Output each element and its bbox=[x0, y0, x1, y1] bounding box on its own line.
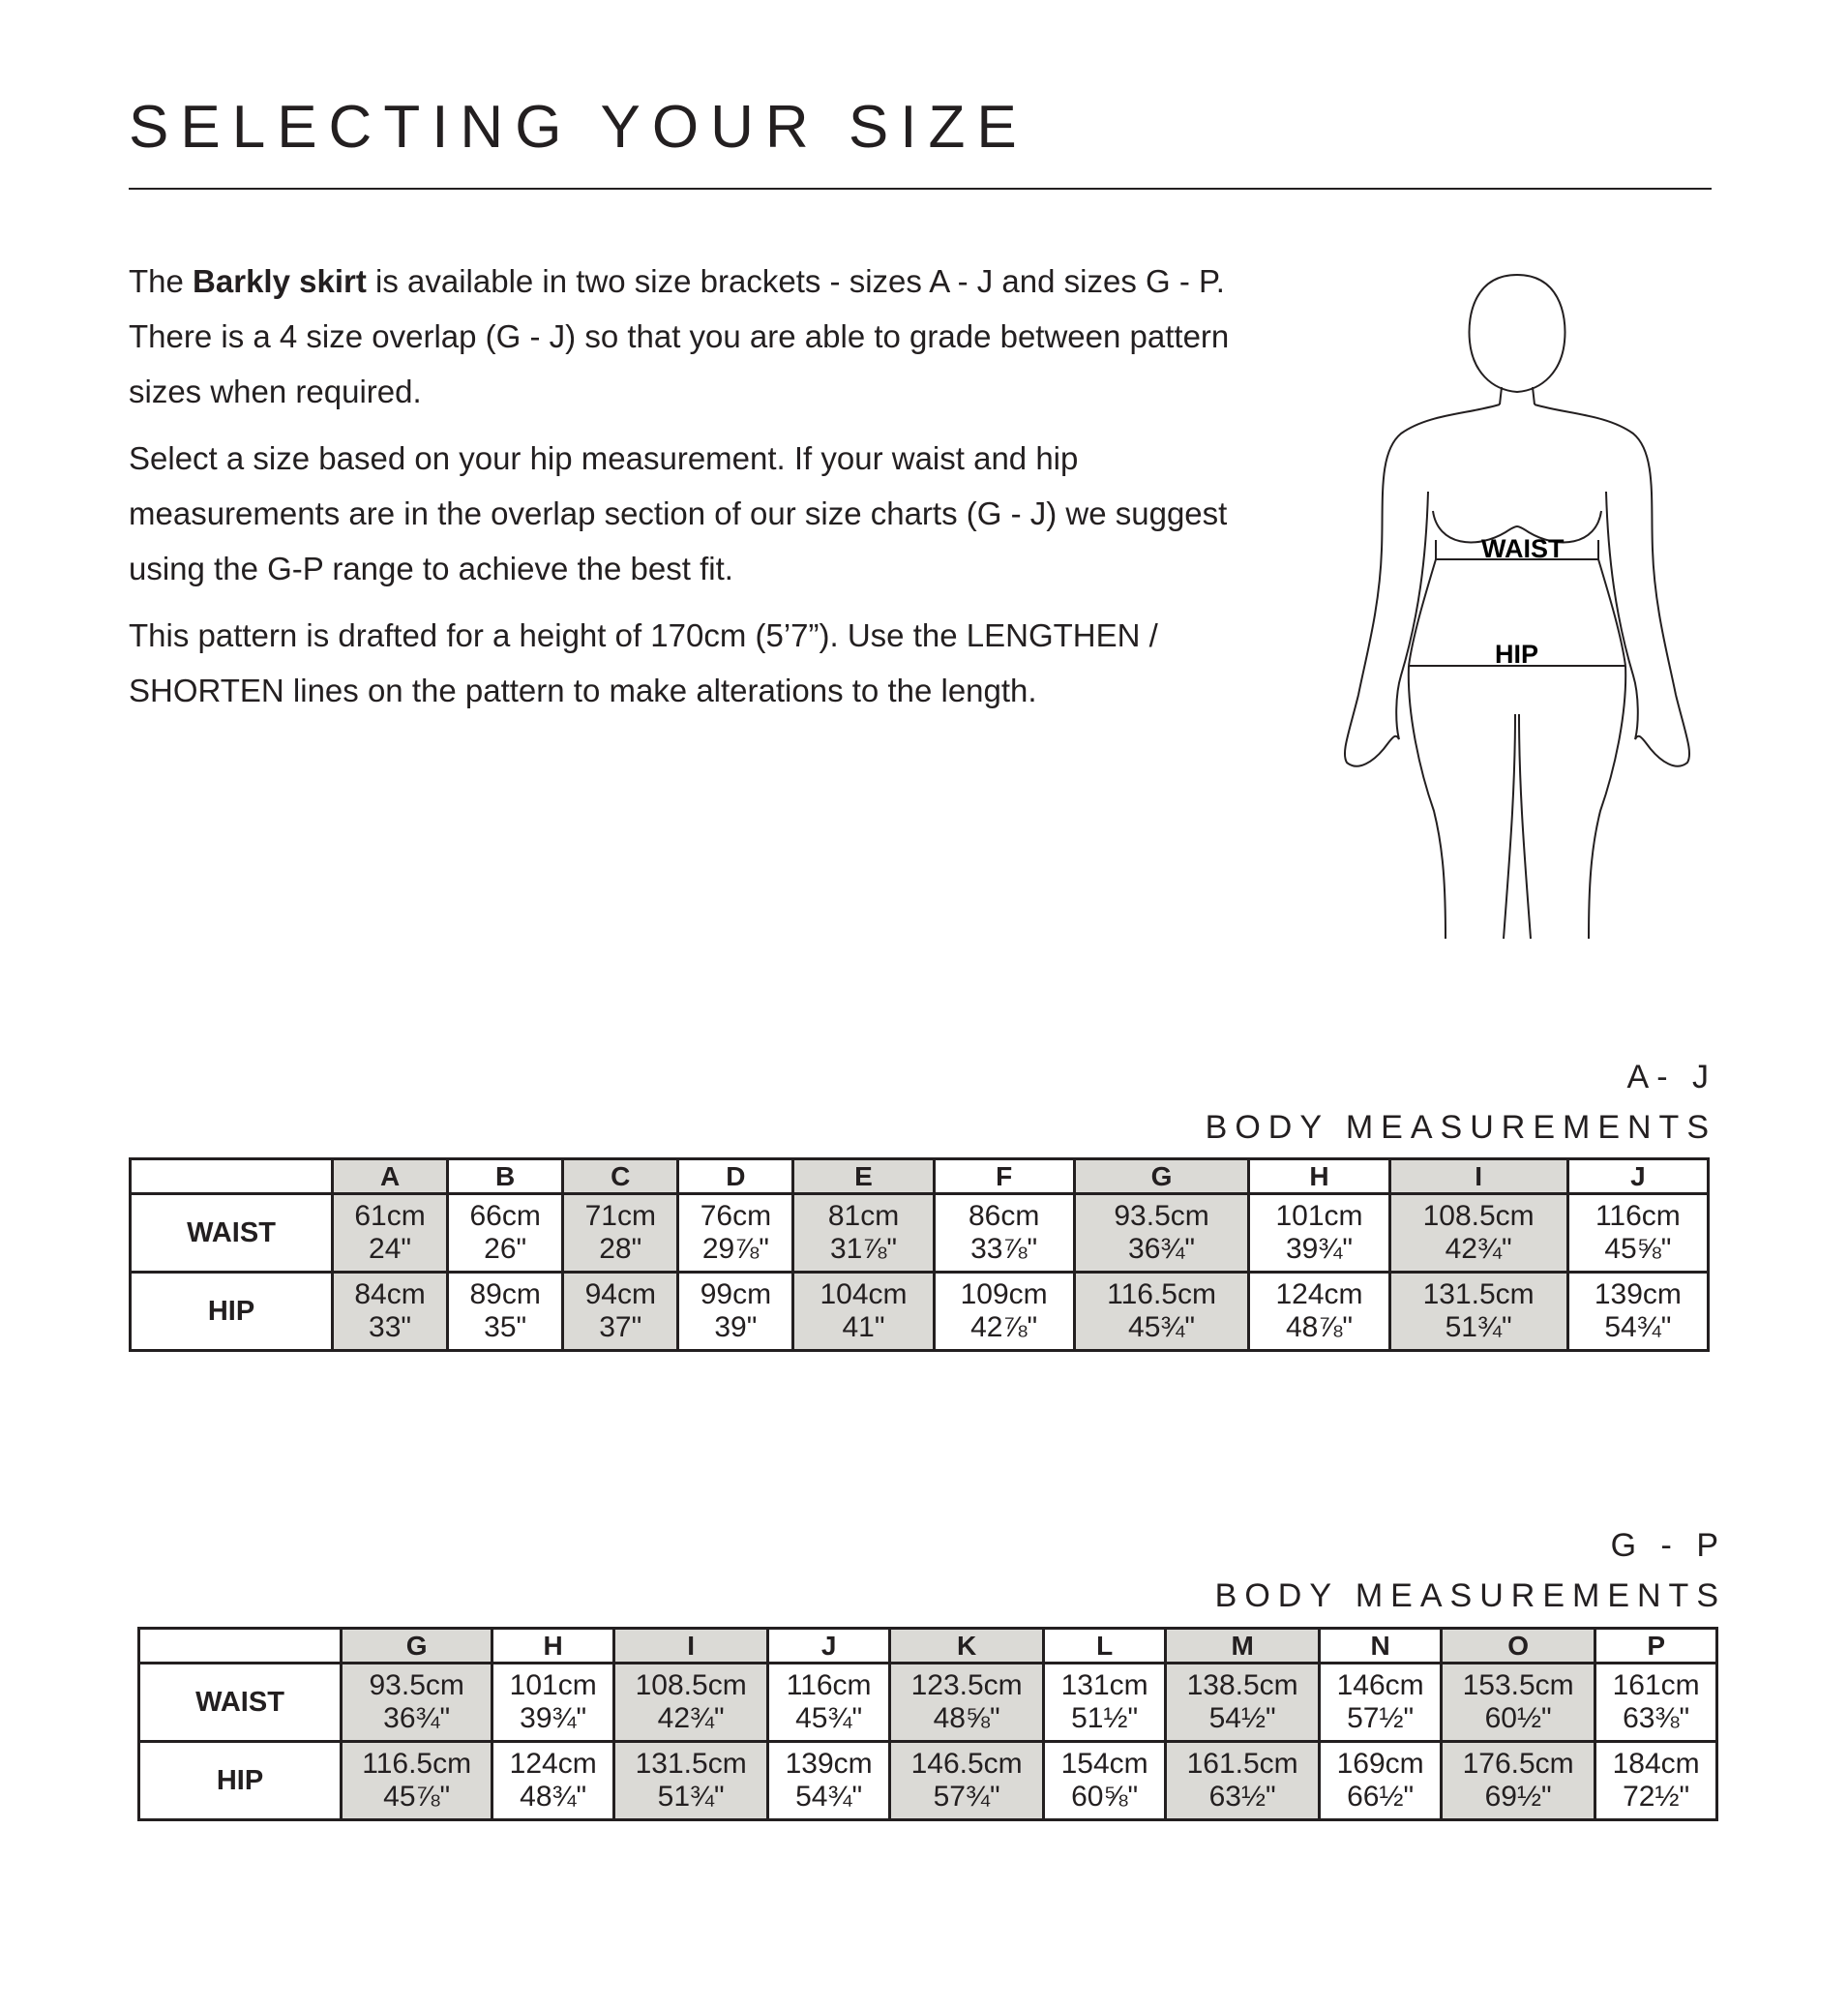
measurement-cell bbox=[678, 1273, 793, 1351]
measurement-cell bbox=[333, 1273, 448, 1351]
measurement-cell bbox=[613, 1664, 767, 1742]
measurement-cell bbox=[1595, 1742, 1717, 1820]
measurement-inches: 51¾" bbox=[657, 1781, 725, 1813]
size-header-row bbox=[139, 1629, 1717, 1664]
size-header-cell: J bbox=[768, 1629, 890, 1664]
measurement-cell bbox=[678, 1194, 793, 1273]
measurement-inches: 69½" bbox=[1484, 1781, 1552, 1813]
measurement-inches: 42⅞" bbox=[970, 1311, 1038, 1343]
measurement-cell bbox=[1320, 1742, 1442, 1820]
measurement-cm: 89cm bbox=[469, 1278, 541, 1310]
intro-paragraph-3: This pattern is drafted for a height of 170cm (5’7”). Use the LENGTHEN / SHORTEN lines on the pattern to make alterations to the length. bbox=[129, 617, 1158, 708]
measurement-inches: 37" bbox=[599, 1311, 642, 1343]
measurement-inches: 54½" bbox=[1208, 1702, 1276, 1734]
measurement-cell bbox=[768, 1742, 890, 1820]
measurement-inches: 41" bbox=[842, 1311, 885, 1343]
measurement-inches: 36¾" bbox=[383, 1702, 451, 1734]
measurement-cm: 108.5cm bbox=[635, 1669, 747, 1701]
measurement-cell bbox=[1441, 1664, 1595, 1742]
measurement-cm: 131cm bbox=[1060, 1669, 1148, 1701]
measurement-cm: 94cm bbox=[584, 1278, 656, 1310]
size-range-heading-g-p bbox=[1215, 1520, 1726, 1621]
row-label: WAIST bbox=[139, 1664, 342, 1742]
size-range-heading-a-j bbox=[1206, 1052, 1716, 1153]
measurement-cm: 138.5cm bbox=[1186, 1669, 1298, 1701]
measurement-cm: 76cm bbox=[700, 1200, 772, 1232]
measurement-inches: 60½" bbox=[1484, 1702, 1552, 1734]
measurement-cm: 124cm bbox=[1275, 1278, 1363, 1310]
waist-label: WAIST bbox=[1481, 534, 1565, 563]
measurement-inches: 39¾" bbox=[520, 1702, 587, 1734]
measurement-cm: 116.5cm bbox=[362, 1748, 472, 1780]
intro-text bbox=[129, 254, 1280, 730]
measurement-cm: 108.5cm bbox=[1422, 1200, 1535, 1232]
intro-paragraph-1: The Barkly skirt is available in two size brackets - sizes A - J and sizes G - P. There is a 4 size overlap (G - J) so that you are able to grade between pattern sizes when required. bbox=[129, 263, 1230, 409]
measurement-cm: 86cm bbox=[968, 1200, 1040, 1232]
measurement-cell bbox=[1074, 1194, 1249, 1273]
measurement-cell bbox=[1567, 1273, 1708, 1351]
measurement-cell bbox=[1165, 1664, 1319, 1742]
measurement-cell bbox=[1389, 1273, 1567, 1351]
measurement-cm: 161.5cm bbox=[1186, 1748, 1298, 1780]
measurement-inches: 45⅞" bbox=[383, 1781, 451, 1813]
measurement-inches: 24" bbox=[369, 1233, 412, 1265]
measurement-cm: 184cm bbox=[1612, 1748, 1700, 1780]
size-header-cell: A bbox=[333, 1159, 448, 1194]
size-header-cell: E bbox=[793, 1159, 934, 1194]
measurement-inches: 26" bbox=[484, 1233, 527, 1265]
table-row bbox=[131, 1194, 1709, 1273]
measurement-inches: 39" bbox=[714, 1311, 758, 1343]
size-range: G - P bbox=[1610, 1527, 1726, 1564]
size-header-cell: C bbox=[563, 1159, 678, 1194]
size-header-cell: P bbox=[1595, 1629, 1717, 1664]
measurement-cm: 131.5cm bbox=[1422, 1278, 1535, 1310]
measurement-cell bbox=[342, 1664, 492, 1742]
measurement-cell bbox=[1165, 1742, 1319, 1820]
measurement-inches: 72½" bbox=[1623, 1781, 1690, 1813]
measurement-cell bbox=[492, 1742, 614, 1820]
measurement-cm: 123.5cm bbox=[910, 1669, 1023, 1701]
measurement-cm: 93.5cm bbox=[1114, 1200, 1209, 1232]
measurement-inches: 35" bbox=[484, 1311, 527, 1343]
size-chart-a-j bbox=[129, 1157, 1710, 1352]
measurement-cm: 101cm bbox=[1275, 1200, 1363, 1232]
intro-paragraph-2: Select a size based on your hip measurement. If your waist and hip measurements are in the overlap section of our size charts (G - J) we suggest using the G-P range to achieve the best fit. bbox=[129, 440, 1228, 586]
size-header-cell: M bbox=[1165, 1629, 1319, 1664]
header-corner-cell bbox=[131, 1159, 333, 1194]
size-header-cell: H bbox=[492, 1629, 614, 1664]
measurement-cell bbox=[793, 1194, 934, 1273]
table-row bbox=[131, 1273, 1709, 1351]
measurement-cell bbox=[1044, 1742, 1166, 1820]
measurement-cm: 176.5cm bbox=[1462, 1748, 1574, 1780]
table-row bbox=[139, 1742, 1717, 1820]
measurement-cm: 93.5cm bbox=[369, 1669, 464, 1701]
size-header-cell: J bbox=[1567, 1159, 1708, 1194]
measurement-cell bbox=[889, 1664, 1043, 1742]
measurement-cm: 104cm bbox=[820, 1278, 908, 1310]
measurement-cell bbox=[1249, 1273, 1389, 1351]
measurement-cm: 153.5cm bbox=[1462, 1669, 1574, 1701]
measurement-cell bbox=[613, 1742, 767, 1820]
measurement-cm: 169cm bbox=[1336, 1748, 1424, 1780]
measurement-cell bbox=[1441, 1742, 1595, 1820]
row-label: HIP bbox=[131, 1273, 333, 1351]
measurement-cm: 66cm bbox=[469, 1200, 541, 1232]
measurement-inches: 48¾" bbox=[520, 1781, 587, 1813]
measurement-inches: 54¾" bbox=[795, 1781, 863, 1813]
measurement-cell bbox=[1249, 1194, 1389, 1273]
size-header-cell: L bbox=[1044, 1629, 1166, 1664]
measurement-inches: 57½" bbox=[1347, 1702, 1415, 1734]
measurement-inches: 28" bbox=[599, 1233, 642, 1265]
measurement-cell bbox=[1389, 1194, 1567, 1273]
measurement-inches: 57¾" bbox=[933, 1781, 1000, 1813]
measurement-cm: 154cm bbox=[1060, 1748, 1148, 1780]
measurement-cell bbox=[934, 1273, 1074, 1351]
measurement-cell bbox=[342, 1742, 492, 1820]
size-header-cell: G bbox=[342, 1629, 492, 1664]
size-header-cell: I bbox=[613, 1629, 767, 1664]
size-header-cell: G bbox=[1074, 1159, 1249, 1194]
measurement-cm: 116.5cm bbox=[1107, 1278, 1216, 1310]
measurement-inches: 36¾" bbox=[1128, 1233, 1196, 1265]
measurement-cm: 139cm bbox=[1594, 1278, 1682, 1310]
size-chart-subtitle: BODY MEASUREMENTS bbox=[1214, 1577, 1726, 1614]
measurement-cm: 131.5cm bbox=[635, 1748, 747, 1780]
measurement-inches: 42¾" bbox=[657, 1702, 725, 1734]
measurement-inches: 45¾" bbox=[795, 1702, 863, 1734]
size-header-cell: N bbox=[1320, 1629, 1442, 1664]
measurement-cm: 146.5cm bbox=[910, 1748, 1023, 1780]
measurement-inches: 51¾" bbox=[1445, 1311, 1512, 1343]
measurement-cell bbox=[492, 1664, 614, 1742]
measurement-inches: 29⅞" bbox=[701, 1233, 769, 1265]
measurement-inches: 51½" bbox=[1071, 1702, 1139, 1734]
measurement-cell bbox=[448, 1194, 563, 1273]
measurement-cell bbox=[1074, 1273, 1249, 1351]
measurement-cm: 139cm bbox=[785, 1748, 873, 1780]
title-divider bbox=[129, 188, 1712, 190]
measurement-inches: 48⅝" bbox=[933, 1702, 1000, 1734]
measurement-inches: 45¾" bbox=[1128, 1311, 1196, 1343]
measurement-cell bbox=[448, 1273, 563, 1351]
size-header-cell: F bbox=[934, 1159, 1074, 1194]
measurement-inches: 63⅜" bbox=[1623, 1702, 1690, 1734]
measurement-cm: 161cm bbox=[1612, 1669, 1700, 1701]
size-header-row bbox=[131, 1159, 1709, 1194]
measurement-inches: 63½" bbox=[1208, 1781, 1276, 1813]
row-label: WAIST bbox=[131, 1194, 333, 1273]
measurement-cm: 81cm bbox=[827, 1200, 900, 1232]
measurement-cell bbox=[1595, 1664, 1717, 1742]
product-name: Barkly skirt bbox=[193, 263, 367, 299]
measurement-cell bbox=[1567, 1194, 1708, 1273]
measurement-cell bbox=[1320, 1664, 1442, 1742]
measurement-inches: 66½" bbox=[1347, 1781, 1415, 1813]
row-label: HIP bbox=[139, 1742, 342, 1820]
page-title: SELECTING YOUR SIZE bbox=[129, 94, 1028, 161]
measurement-cell bbox=[563, 1273, 678, 1351]
measurement-inches: 54¾" bbox=[1604, 1311, 1672, 1343]
measurement-inches: 31⅞" bbox=[829, 1233, 898, 1265]
measurement-cm: 61cm bbox=[354, 1200, 426, 1232]
measurement-cm: 146cm bbox=[1336, 1669, 1424, 1701]
size-header-cell: O bbox=[1441, 1629, 1595, 1664]
header-corner-cell bbox=[139, 1629, 342, 1664]
measurement-cell bbox=[793, 1273, 934, 1351]
measurement-cm: 84cm bbox=[354, 1278, 426, 1310]
size-header-cell: H bbox=[1249, 1159, 1389, 1194]
size-header-cell: K bbox=[889, 1629, 1043, 1664]
measurement-cm: 71cm bbox=[584, 1200, 656, 1232]
measurement-inches: 39¾" bbox=[1285, 1233, 1354, 1265]
measurement-inches: 60⅝" bbox=[1071, 1781, 1139, 1813]
size-header-cell: D bbox=[678, 1159, 793, 1194]
measurement-cm: 101cm bbox=[509, 1669, 597, 1701]
measurement-cell bbox=[934, 1194, 1074, 1273]
measurement-cm: 109cm bbox=[960, 1278, 1048, 1310]
measurement-inches: 48⅞" bbox=[1285, 1311, 1354, 1343]
body-figure-illustration bbox=[1331, 269, 1703, 946]
size-chart-g-p bbox=[137, 1627, 1718, 1821]
hip-label: HIP bbox=[1495, 640, 1539, 669]
measurement-inches: 33" bbox=[369, 1311, 412, 1343]
measurement-inches: 42¾" bbox=[1445, 1233, 1512, 1265]
measurement-cell bbox=[333, 1194, 448, 1273]
measurement-cell bbox=[1044, 1664, 1166, 1742]
measurement-cell bbox=[563, 1194, 678, 1273]
measurement-inches: 45⅝" bbox=[1604, 1233, 1672, 1265]
body-outline-icon bbox=[1331, 269, 1703, 946]
measurement-cm: 124cm bbox=[509, 1748, 597, 1780]
measurement-cell bbox=[768, 1664, 890, 1742]
measurement-cm: 99cm bbox=[700, 1278, 772, 1310]
size-header-cell: B bbox=[448, 1159, 563, 1194]
measurement-cell bbox=[889, 1742, 1043, 1820]
measurement-cm: 116cm bbox=[1595, 1200, 1681, 1232]
table-row bbox=[139, 1664, 1717, 1742]
size-range: A- J bbox=[1626, 1059, 1716, 1095]
measurement-inches: 33⅞" bbox=[970, 1233, 1038, 1265]
size-header-cell: I bbox=[1389, 1159, 1567, 1194]
measurement-cm: 116cm bbox=[786, 1669, 872, 1701]
size-chart-subtitle: BODY MEASUREMENTS bbox=[1205, 1109, 1716, 1146]
